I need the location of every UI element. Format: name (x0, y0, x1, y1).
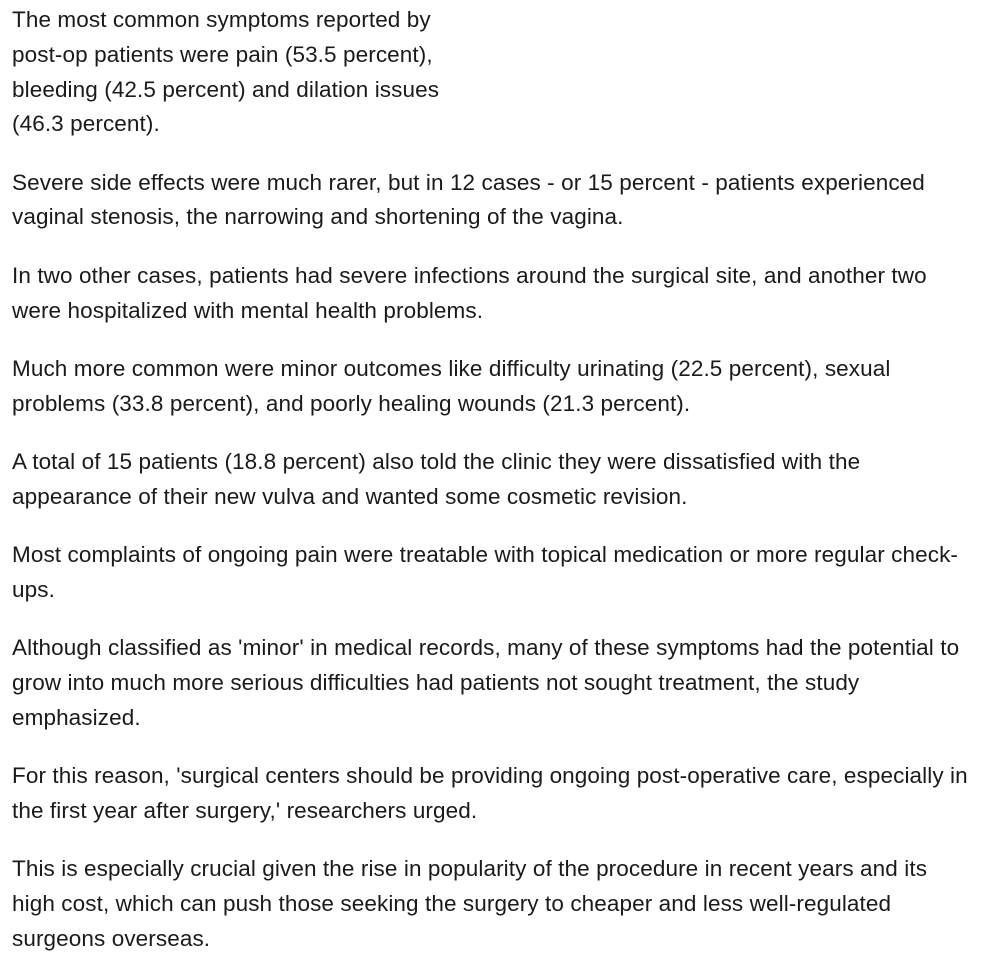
article-body (12, 3, 972, 980)
article-paragraph: Severe side effects were much rarer, but in 12 cases - or 15 percent - patients experienced vaginal stenosis, the narrowing and shortening of the vagina. (12, 169, 925, 230)
article-paragraph: A total of 15 patients (18.8 percent) also told the clinic they were dissatisfied with the appearance of their new vulva and wanted some cosmetic revision. (12, 448, 861, 509)
article-paragraph: This is especially crucial given the rise in popularity of the procedure in recent years and its high cost, which can push those seeking the surgery to cheaper and less well-regulated surgeons overseas. (12, 856, 928, 951)
article-paragraph: In two other cases, patients had severe infections around the surgical site, and another two were hospitalized with mental health problems. (12, 262, 927, 323)
article-paragraph: The most common symptoms reported by post-op patients were pain (53.5 percent), bleeding (42.5 percent) and dilation issues (46.3 percent). (12, 7, 440, 137)
article-paragraph: Much more common were minor outcomes like difficulty urinating (22.5 percent), sexual problems (33.8 percent), and poorly healing wounds (21.3 percent). (12, 355, 891, 416)
article-paragraph: For this reason, 'surgical centers should be providing ongoing post-operative care, especially in the first year after surgery,' researchers urged. (12, 763, 968, 823)
article-paragraph: Although classified as 'minor' in medical records, many of these symptoms had the potential to grow into much more serious difficulties had patients not sought treatment, the study emphasized. (12, 635, 960, 730)
article-paragraph: Most complaints of ongoing pain were treatable with topical medication or more regular check-ups. (12, 542, 959, 602)
